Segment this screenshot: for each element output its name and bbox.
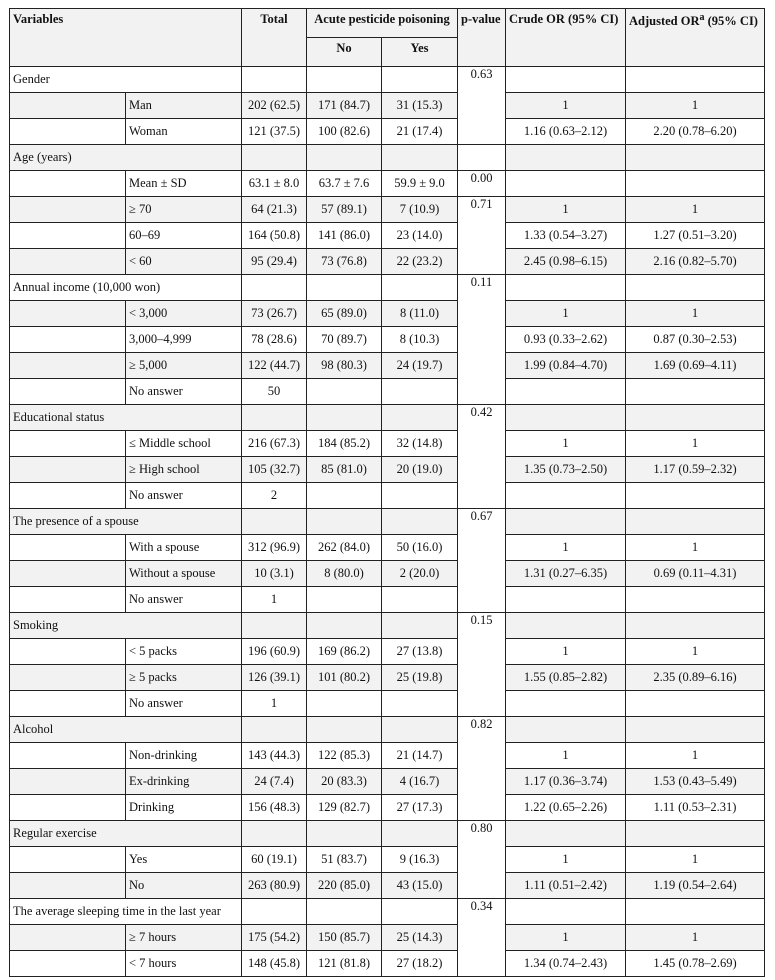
- cell-no: 100 (82.6): [307, 119, 382, 145]
- cell-no: 262 (84.0): [307, 535, 382, 561]
- cell-crude: [506, 379, 626, 405]
- cell-adjusted: 1.69 (0.69–4.11): [626, 353, 765, 379]
- cell-total: [242, 509, 307, 535]
- row-label: ≥ 7 hours: [126, 925, 242, 951]
- cell-total: 60 (19.1): [242, 847, 307, 873]
- row-label: No answer: [126, 379, 242, 405]
- cell-adjusted: 1: [626, 743, 765, 769]
- cell-total: 105 (32.7): [242, 457, 307, 483]
- cell-adjusted: 0.69 (0.11–4.31): [626, 561, 765, 587]
- cell-pvalue: 0.71: [458, 197, 506, 275]
- cell-yes: [382, 691, 458, 717]
- header-crude-or: Crude OR (95% CI): [506, 9, 626, 67]
- cell-adjusted: 1: [626, 93, 765, 119]
- cell-no: [307, 717, 382, 743]
- cell-crude: 1: [506, 925, 626, 951]
- cell-crude: 1.22 (0.65–2.26): [506, 795, 626, 821]
- cell-pvalue: [458, 145, 506, 171]
- cell-crude: 2.45 (0.98–6.15): [506, 249, 626, 275]
- table-row: [10, 327, 765, 353]
- indent-cell: [10, 171, 126, 197]
- cell-adjusted: 1: [626, 197, 765, 223]
- indent-cell: [10, 301, 126, 327]
- header-pvalue: p-value: [458, 9, 506, 67]
- cell-crude: 1.31 (0.27–6.35): [506, 561, 626, 587]
- cell-adjusted: [626, 691, 765, 717]
- cell-pvalue: 0.15: [458, 613, 506, 717]
- cell-yes: [382, 509, 458, 535]
- group-row: [10, 67, 765, 93]
- cell-no: [307, 821, 382, 847]
- row-label: < 5 packs: [126, 639, 242, 665]
- cell-no: [307, 509, 382, 535]
- group-title: Regular exercise: [10, 821, 242, 847]
- table-row: [10, 93, 765, 119]
- cell-adjusted: [626, 717, 765, 743]
- cell-total: 50: [242, 379, 307, 405]
- indent-cell: [10, 483, 126, 509]
- table-row: [10, 197, 765, 223]
- indent-cell: [10, 249, 126, 275]
- indent-cell: [10, 639, 126, 665]
- cell-total: 164 (50.8): [242, 223, 307, 249]
- row-label: ≥ 5 packs: [126, 665, 242, 691]
- row-label: 3,000–4,999: [126, 327, 242, 353]
- row-label: 60–69: [126, 223, 242, 249]
- cell-total: 143 (44.3): [242, 743, 307, 769]
- cell-no: 51 (83.7): [307, 847, 382, 873]
- cell-adjusted: 2.20 (0.78–6.20): [626, 119, 765, 145]
- cell-adjusted: 1.53 (0.43–5.49): [626, 769, 765, 795]
- cell-crude: 1: [506, 301, 626, 327]
- indent-cell: [10, 535, 126, 561]
- cell-adjusted: [626, 171, 765, 197]
- cell-crude: 1: [506, 639, 626, 665]
- cell-yes: [382, 821, 458, 847]
- cell-yes: 32 (14.8): [382, 431, 458, 457]
- cell-pvalue: 0.63: [458, 67, 506, 145]
- header-adjusted-sup: a: [699, 12, 705, 23]
- group-row: [10, 509, 765, 535]
- cell-total: 78 (28.6): [242, 327, 307, 353]
- table-row: [10, 249, 765, 275]
- table-row: [10, 769, 765, 795]
- results-table: [9, 8, 765, 977]
- cell-no: [307, 275, 382, 301]
- cell-yes: [382, 405, 458, 431]
- cell-crude: [506, 145, 626, 171]
- cell-pvalue: 0.11: [458, 275, 506, 405]
- cell-adjusted: 1: [626, 301, 765, 327]
- group-title: Alcohol: [10, 717, 242, 743]
- cell-adjusted: [626, 587, 765, 613]
- cell-adjusted: 1.19 (0.54–2.64): [626, 873, 765, 899]
- cell-total: 95 (29.4): [242, 249, 307, 275]
- cell-crude: 1.11 (0.51–2.42): [506, 873, 626, 899]
- row-label: No answer: [126, 483, 242, 509]
- group-title: The presence of a spouse: [10, 509, 242, 535]
- indent-cell: [10, 873, 126, 899]
- cell-total: 156 (48.3): [242, 795, 307, 821]
- indent-cell: [10, 379, 126, 405]
- cell-total: 63.1 ± 8.0: [242, 171, 307, 197]
- cell-crude: [506, 405, 626, 431]
- table-row: [10, 457, 765, 483]
- table-row: [10, 743, 765, 769]
- cell-yes: 9 (16.3): [382, 847, 458, 873]
- cell-total: 196 (60.9): [242, 639, 307, 665]
- cell-adjusted: 2.35 (0.89–6.16): [626, 665, 765, 691]
- cell-crude: 1.17 (0.36–3.74): [506, 769, 626, 795]
- cell-no: 169 (86.2): [307, 639, 382, 665]
- group-row: [10, 405, 765, 431]
- row-label: With a spouse: [126, 535, 242, 561]
- table-row: [10, 665, 765, 691]
- cell-crude: [506, 691, 626, 717]
- cell-total: [242, 67, 307, 93]
- cell-yes: [382, 899, 458, 925]
- cell-adjusted: [626, 899, 765, 925]
- group-title: Age (years): [10, 145, 242, 171]
- cell-adjusted: [626, 821, 765, 847]
- indent-cell: [10, 431, 126, 457]
- cell-crude: 1.34 (0.74–2.43): [506, 951, 626, 977]
- cell-no: 98 (80.3): [307, 353, 382, 379]
- cell-adjusted: 1: [626, 431, 765, 457]
- cell-no: [307, 483, 382, 509]
- cell-total: [242, 275, 307, 301]
- cell-adjusted: [626, 483, 765, 509]
- cell-adjusted: [626, 613, 765, 639]
- indent-cell: [10, 743, 126, 769]
- indent-cell: [10, 119, 126, 145]
- cell-crude: 1: [506, 535, 626, 561]
- cell-total: 2: [242, 483, 307, 509]
- cell-no: [307, 587, 382, 613]
- indent-cell: [10, 587, 126, 613]
- row-label: No answer: [126, 587, 242, 613]
- cell-yes: 50 (16.0): [382, 535, 458, 561]
- cell-total: [242, 405, 307, 431]
- cell-total: 216 (67.3): [242, 431, 307, 457]
- header-adjusted-or: Adjusted $OR^a$ (95% CI): [626, 9, 765, 67]
- cell-yes: 27 (17.3): [382, 795, 458, 821]
- cell-adjusted: [626, 379, 765, 405]
- indent-cell: [10, 353, 126, 379]
- cell-crude: 1.16 (0.63–2.12): [506, 119, 626, 145]
- header-yes: Yes: [382, 38, 458, 67]
- cell-yes: 25 (14.3): [382, 925, 458, 951]
- cell-total: [242, 821, 307, 847]
- table-row: [10, 587, 765, 613]
- cell-pvalue: 0.42: [458, 405, 506, 509]
- cell-yes: 27 (13.8): [382, 639, 458, 665]
- cell-total: 202 (62.5): [242, 93, 307, 119]
- cell-crude: [506, 67, 626, 93]
- cell-yes: [382, 717, 458, 743]
- cell-yes: 8 (10.3): [382, 327, 458, 353]
- cell-yes: 24 (19.7): [382, 353, 458, 379]
- cell-total: 263 (80.9): [242, 873, 307, 899]
- row-label: ≥ 5,000: [126, 353, 242, 379]
- table-row: [10, 379, 765, 405]
- cell-crude: 1: [506, 847, 626, 873]
- cell-adjusted: 1.11 (0.53–2.31): [626, 795, 765, 821]
- cell-pvalue: 0.00: [458, 171, 506, 197]
- cell-crude: 1.99 (0.84–4.70): [506, 353, 626, 379]
- table-row: [10, 353, 765, 379]
- cell-yes: 21 (17.4): [382, 119, 458, 145]
- cell-no: [307, 613, 382, 639]
- cell-total: [242, 613, 307, 639]
- cell-total: 10 (3.1): [242, 561, 307, 587]
- cell-crude: 1.35 (0.73–2.50): [506, 457, 626, 483]
- cell-crude: [506, 899, 626, 925]
- cell-no: 122 (85.3): [307, 743, 382, 769]
- table-row: [10, 873, 765, 899]
- cell-adjusted: 2.16 (0.82–5.70): [626, 249, 765, 275]
- cell-yes: 2 (20.0): [382, 561, 458, 587]
- cell-total: 24 (7.4): [242, 769, 307, 795]
- cell-adjusted: 0.87 (0.30–2.53): [626, 327, 765, 353]
- cell-yes: [382, 587, 458, 613]
- cell-crude: 1: [506, 431, 626, 457]
- row-label: < 3,000: [126, 301, 242, 327]
- row-label: No: [126, 873, 242, 899]
- indent-cell: [10, 925, 126, 951]
- row-label: Non-drinking: [126, 743, 242, 769]
- cell-yes: 23 (14.0): [382, 223, 458, 249]
- cell-no: 57 (89.1): [307, 197, 382, 223]
- cell-no: [307, 899, 382, 925]
- cell-crude: 1.55 (0.85–2.82): [506, 665, 626, 691]
- group-title: The average sleeping time in the last year: [10, 899, 242, 925]
- group-row: [10, 821, 765, 847]
- indent-cell: [10, 457, 126, 483]
- cell-adjusted: 1.27 (0.51–3.20): [626, 223, 765, 249]
- cell-yes: [382, 145, 458, 171]
- cell-yes: 7 (10.9): [382, 197, 458, 223]
- cell-no: 129 (82.7): [307, 795, 382, 821]
- cell-yes: 25 (19.8): [382, 665, 458, 691]
- row-label: Yes: [126, 847, 242, 873]
- cell-no: [307, 67, 382, 93]
- cell-yes: 59.9 ± 9.0: [382, 171, 458, 197]
- cell-yes: [382, 379, 458, 405]
- cell-adjusted: [626, 509, 765, 535]
- cell-adjusted: 1: [626, 535, 765, 561]
- table-body: [10, 67, 765, 977]
- group-title: Smoking: [10, 613, 242, 639]
- group-row: [10, 275, 765, 301]
- table-row: [10, 561, 765, 587]
- cell-crude: 1: [506, 197, 626, 223]
- row-label: Man: [126, 93, 242, 119]
- cell-total: 121 (37.5): [242, 119, 307, 145]
- group-row: [10, 145, 765, 171]
- table-row: [10, 639, 765, 665]
- group-title: Annual income (10,000 won): [10, 275, 242, 301]
- row-label: ≥ 70: [126, 197, 242, 223]
- cell-yes: 43 (15.0): [382, 873, 458, 899]
- cell-crude: 1: [506, 93, 626, 119]
- table-row: [10, 301, 765, 327]
- row-label: ≤ Middle school: [126, 431, 242, 457]
- group-row: [10, 613, 765, 639]
- cell-total: [242, 717, 307, 743]
- cell-adjusted: [626, 67, 765, 93]
- table-row: [10, 483, 765, 509]
- row-label: Mean ± SD: [126, 171, 242, 197]
- cell-no: 171 (84.7): [307, 93, 382, 119]
- table-row: [10, 119, 765, 145]
- cell-crude: [506, 587, 626, 613]
- cell-yes: 20 (19.0): [382, 457, 458, 483]
- cell-total: 64 (21.3): [242, 197, 307, 223]
- header-variables: Variables: [10, 9, 242, 67]
- cell-crude: [506, 509, 626, 535]
- group-row: [10, 899, 765, 925]
- cell-total: 148 (45.8): [242, 951, 307, 977]
- table-row: [10, 925, 765, 951]
- cell-yes: [382, 483, 458, 509]
- cell-no: 73 (76.8): [307, 249, 382, 275]
- group-title: Gender: [10, 67, 242, 93]
- cell-yes: 4 (16.7): [382, 769, 458, 795]
- cell-no: 63.7 ± 7.6: [307, 171, 382, 197]
- cell-crude: [506, 821, 626, 847]
- cell-total: 1: [242, 691, 307, 717]
- cell-yes: 21 (14.7): [382, 743, 458, 769]
- cell-no: 85 (81.0): [307, 457, 382, 483]
- cell-no: 101 (80.2): [307, 665, 382, 691]
- cell-no: [307, 379, 382, 405]
- cell-adjusted: [626, 405, 765, 431]
- row-label: ≥ High school: [126, 457, 242, 483]
- cell-adjusted: 1: [626, 847, 765, 873]
- group-title: Educational status: [10, 405, 242, 431]
- cell-no: 150 (85.7): [307, 925, 382, 951]
- cell-adjusted: 1: [626, 925, 765, 951]
- cell-total: 1: [242, 587, 307, 613]
- cell-total: 175 (54.2): [242, 925, 307, 951]
- indent-cell: [10, 665, 126, 691]
- indent-cell: [10, 93, 126, 119]
- cell-pvalue: 0.82: [458, 717, 506, 821]
- cell-yes: 31 (15.3): [382, 93, 458, 119]
- cell-yes: [382, 613, 458, 639]
- cell-crude: [506, 483, 626, 509]
- cell-total: 122 (44.7): [242, 353, 307, 379]
- group-row: [10, 717, 765, 743]
- cell-no: [307, 405, 382, 431]
- row-label: No answer: [126, 691, 242, 717]
- cell-pvalue: 0.67: [458, 509, 506, 613]
- cell-no: 20 (83.3): [307, 769, 382, 795]
- table-row: [10, 171, 765, 197]
- cell-adjusted: [626, 145, 765, 171]
- cell-yes: [382, 275, 458, 301]
- cell-crude: 1.33 (0.54–3.27): [506, 223, 626, 249]
- cell-no: 184 (85.2): [307, 431, 382, 457]
- indent-cell: [10, 951, 126, 977]
- cell-adjusted: [626, 275, 765, 301]
- cell-total: 73 (26.7): [242, 301, 307, 327]
- header-no: No: [307, 38, 382, 67]
- cell-crude: [506, 275, 626, 301]
- row-label: < 60: [126, 249, 242, 275]
- cell-yes: 22 (23.2): [382, 249, 458, 275]
- table-row: [10, 951, 765, 977]
- table-row: [10, 795, 765, 821]
- table-row: [10, 847, 765, 873]
- cell-yes: 27 (18.2): [382, 951, 458, 977]
- table-row: [10, 535, 765, 561]
- row-label: Woman: [126, 119, 242, 145]
- indent-cell: [10, 847, 126, 873]
- cell-pvalue: 0.34: [458, 899, 506, 977]
- cell-no: [307, 145, 382, 171]
- cell-total: [242, 899, 307, 925]
- cell-no: 121 (81.8): [307, 951, 382, 977]
- table-row: [10, 431, 765, 457]
- cell-total: 312 (96.9): [242, 535, 307, 561]
- row-label: Ex-drinking: [126, 769, 242, 795]
- cell-adjusted: 1.45 (0.78–2.69): [626, 951, 765, 977]
- cell-pvalue: 0.80: [458, 821, 506, 899]
- table-row: [10, 691, 765, 717]
- row-label: Drinking: [126, 795, 242, 821]
- header-total: Total: [242, 9, 307, 67]
- cell-no: [307, 691, 382, 717]
- cell-crude: 1: [506, 743, 626, 769]
- indent-cell: [10, 795, 126, 821]
- row-label: Without a spouse: [126, 561, 242, 587]
- cell-no: 8 (80.0): [307, 561, 382, 587]
- indent-cell: [10, 223, 126, 249]
- indent-cell: [10, 769, 126, 795]
- cell-crude: [506, 171, 626, 197]
- cell-no: 70 (89.7): [307, 327, 382, 353]
- cell-crude: [506, 717, 626, 743]
- header-acute-pesticide-poisoning: Acute pesticide poisoning: [307, 9, 458, 38]
- cell-no: 65 (89.0): [307, 301, 382, 327]
- indent-cell: [10, 327, 126, 353]
- indent-cell: [10, 561, 126, 587]
- cell-yes: [382, 67, 458, 93]
- cell-crude: 0.93 (0.33–2.62): [506, 327, 626, 353]
- cell-yes: 8 (11.0): [382, 301, 458, 327]
- cell-no: 141 (86.0): [307, 223, 382, 249]
- row-label: < 7 hours: [126, 951, 242, 977]
- indent-cell: [10, 691, 126, 717]
- table-row: [10, 223, 765, 249]
- cell-total: [242, 145, 307, 171]
- cell-crude: [506, 613, 626, 639]
- indent-cell: [10, 197, 126, 223]
- cell-adjusted: 1.17 (0.59–2.32): [626, 457, 765, 483]
- cell-total: 126 (39.1): [242, 665, 307, 691]
- cell-adjusted: 1: [626, 639, 765, 665]
- cell-no: 220 (85.0): [307, 873, 382, 899]
